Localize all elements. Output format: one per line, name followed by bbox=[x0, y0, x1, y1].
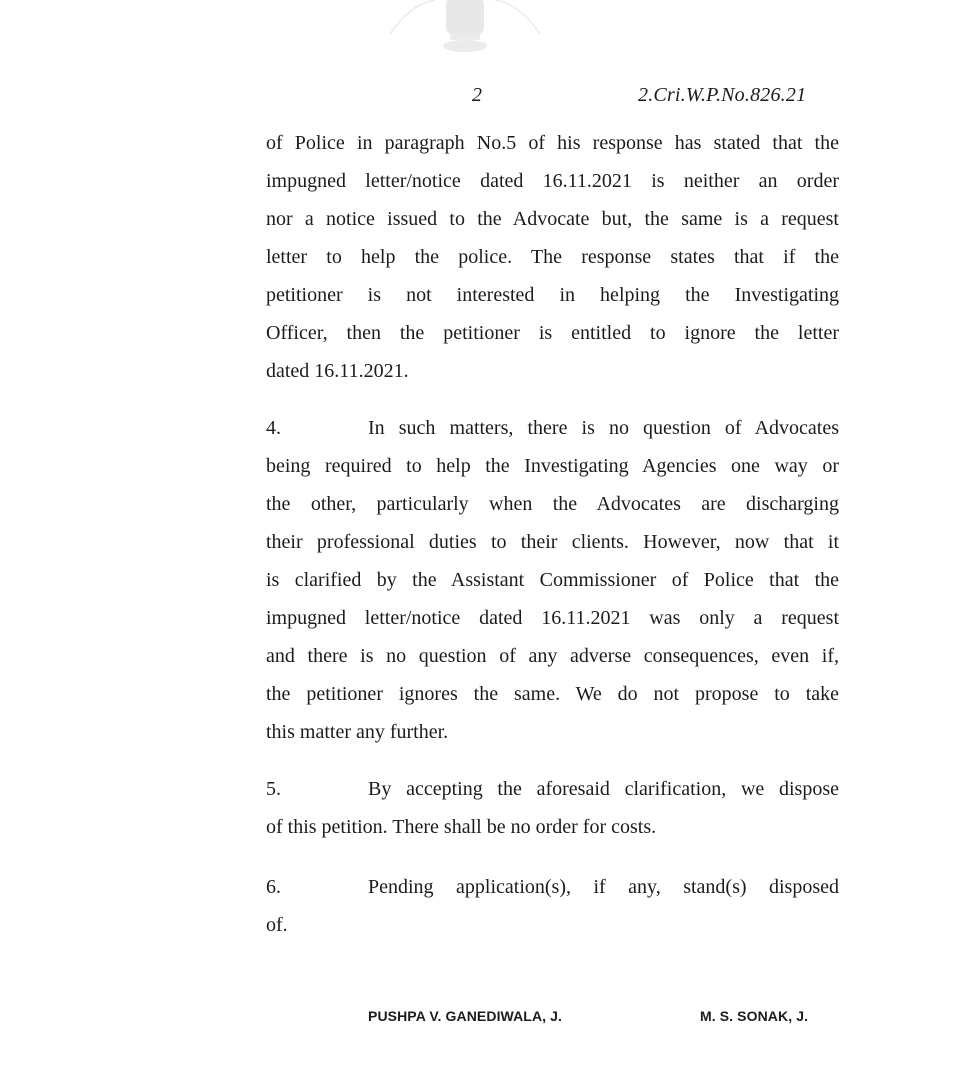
text-line: of this petition. There shall be no order for costs. bbox=[266, 816, 657, 838]
case-number: 2.Cri.W.P.No.826.21 bbox=[638, 84, 807, 106]
numbered-line bbox=[266, 875, 839, 913]
paragraph-number: 4. bbox=[266, 417, 281, 439]
paragraph-number: 5. bbox=[266, 778, 281, 800]
text-line: Officer, then the petitioner is entitled to ignore the letter bbox=[266, 322, 839, 344]
page-number: 2 bbox=[472, 84, 482, 106]
text-line: dated 16.11.2021. bbox=[266, 360, 409, 382]
emblem-watermark bbox=[380, 0, 550, 58]
text-line: the petitioner ignores the same. We do not propose to take bbox=[266, 683, 839, 705]
text-line: their professional duties to their clients. However, now that it bbox=[266, 531, 839, 553]
paragraph-6 bbox=[266, 875, 839, 951]
text-line: Pending application(s), if any, stand(s) disposed bbox=[368, 876, 839, 898]
text-line: the other, particularly when the Advocates are discharging bbox=[266, 493, 839, 515]
signature-left: PUSHPA V. GANEDIWALA, J. bbox=[368, 1008, 563, 1024]
text-line: being required to help the Investigating Agencies one way or bbox=[266, 455, 839, 477]
text-line: In such matters, there is no question of Advocates bbox=[368, 417, 839, 439]
text-line: nor a notice issued to the Advocate but, the same is a request bbox=[266, 208, 839, 230]
text-line: of. bbox=[266, 914, 288, 936]
numbered-line bbox=[266, 777, 839, 815]
paragraph-5 bbox=[266, 777, 839, 853]
text-line: letter to help the police. The response states that if the bbox=[266, 246, 839, 268]
signature-right: M. S. SONAK, J. bbox=[700, 1008, 809, 1024]
paragraph-number: 6. bbox=[266, 876, 281, 898]
paragraph-4 bbox=[266, 416, 839, 758]
text-line: of Police in paragraph No.5 of his response has stated that the bbox=[266, 132, 839, 154]
text-line: this matter any further. bbox=[266, 721, 449, 743]
text-line: By accepting the aforesaid clarification, we dispose bbox=[368, 778, 839, 800]
paragraph-continuation bbox=[266, 131, 839, 397]
text-line: petitioner is not interested in helping the Investigating bbox=[266, 284, 839, 306]
numbered-line bbox=[266, 416, 839, 454]
text-line: and there is no question of any adverse consequences, even if, bbox=[266, 645, 839, 667]
text-line: impugned letter/notice dated 16.11.2021 is neither an order bbox=[266, 170, 839, 192]
text-line: impugned letter/notice dated 16.11.2021 was only a request bbox=[266, 607, 839, 629]
text-line: is clarified by the Assistant Commissioner of Police that the bbox=[266, 569, 839, 591]
